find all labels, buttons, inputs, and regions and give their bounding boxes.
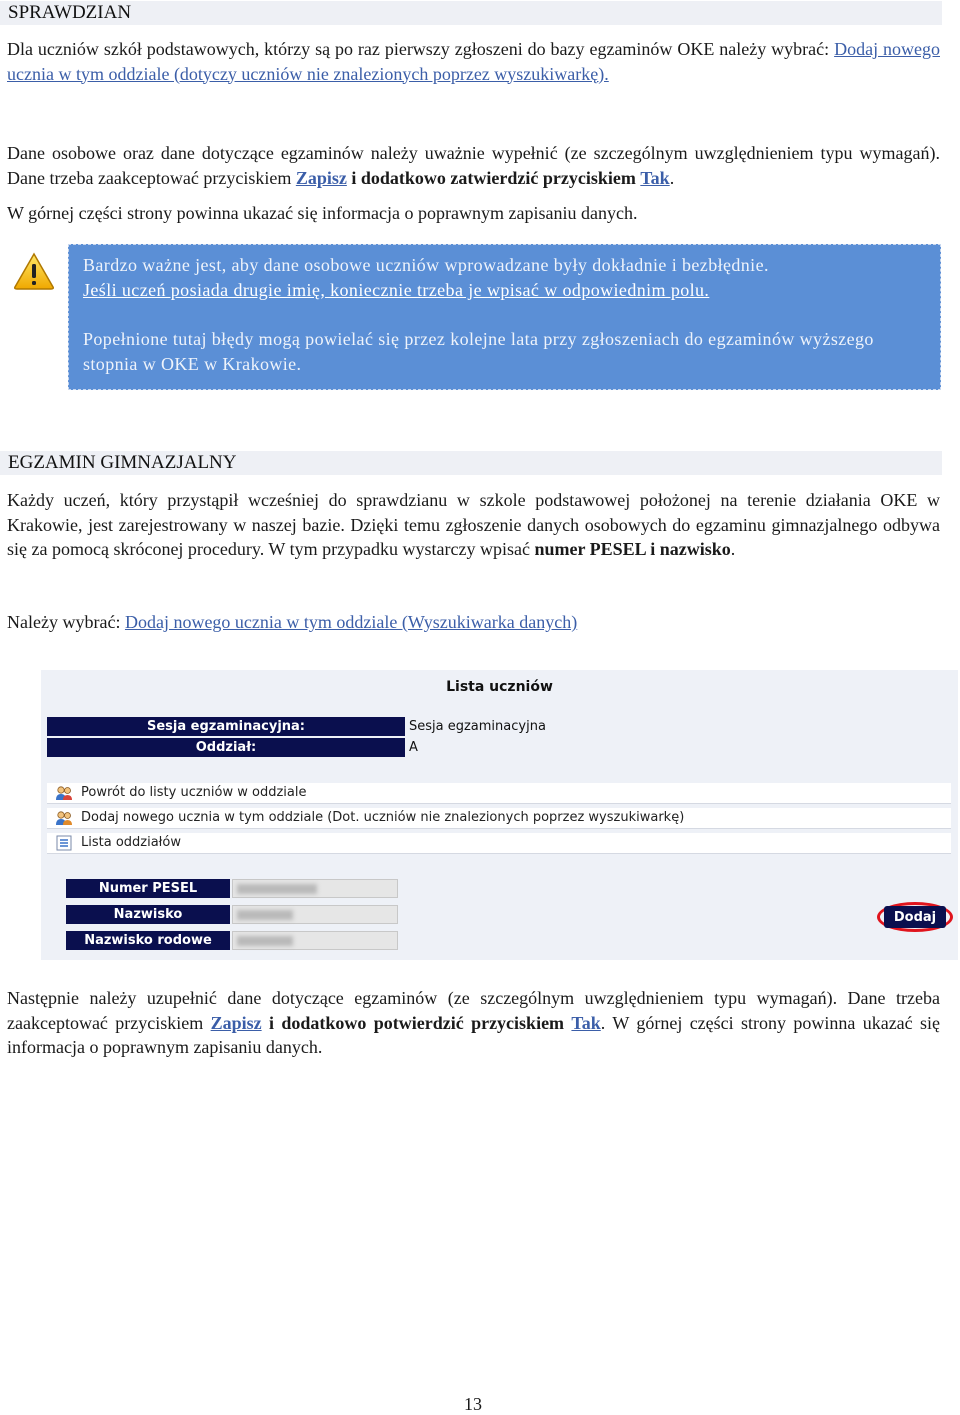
- session-value: Sesja egzaminacyjna: [409, 719, 546, 734]
- warning-text: [83, 253, 926, 303]
- paragraph-punct: .: [669, 167, 675, 188]
- list-icon: [55, 835, 73, 851]
- menu-item-label: Dodaj nowego ucznia w tym oddziale (Dot. uczniów nie znalezionych poprzez wyszukiwarkę): [81, 810, 685, 825]
- page-number: 13: [464, 1394, 482, 1414]
- student-list-title: Lista uczniów: [446, 679, 553, 695]
- users-icon: [55, 785, 73, 801]
- add-student-search-link[interactable]: Dodaj nowego ucznia w tym oddziale (Wyszukiwarka danych): [124, 612, 578, 632]
- users-add-icon: [55, 810, 73, 826]
- paragraph-new-student: [7, 37, 940, 86]
- warning-paragraph: Popełnione tutaj błędy mogą powielać się przez kolejne lata przy zgłoszeniach do egzaminów wyższego stopnia w OKE w Krakowie.: [83, 329, 874, 374]
- paragraph-text: . W górnej części strony powinna ukazać się informacja o poprawnym zapisaniu danych.: [7, 1012, 941, 1057]
- pesel-input[interactable]: [232, 879, 398, 898]
- add-button[interactable]: Dodaj: [884, 906, 946, 928]
- surname-input[interactable]: [232, 905, 398, 924]
- zapisz-link[interactable]: Zapisz: [295, 167, 347, 188]
- warning-line: Bardzo ważne jest, aby dane osobowe uczniów wprowadzane były dokładnie i bezbłędnie.: [83, 255, 769, 275]
- paragraph-text: Dla uczniów szkół podstawowych, którzy są po raz pierwszy zgłoszeni do bazy egzaminów OKE należy wybrać:: [7, 39, 830, 59]
- add-new-student-link[interactable]: Dodaj nowego ucznia w tym oddziale (dotyczy uczniów nie znalezionych poprzez wyszukiwarkę).: [7, 39, 940, 84]
- warning-box: [68, 244, 941, 390]
- maiden-name-label: Nazwisko rodowe: [66, 931, 230, 950]
- section-header-gimnazjalny: EGZAMIN GIMNAZJALNY: [0, 451, 942, 475]
- menu-item-back[interactable]: [47, 783, 951, 804]
- redacted-value: [237, 936, 293, 946]
- student-list-screenshot: [41, 670, 958, 960]
- surname-label: Nazwisko: [66, 905, 230, 924]
- redacted-value: [237, 884, 317, 894]
- paragraph-text: Dane osobowe oraz dane dotyczące egzaminów należy uważnie wypełnić (ze szczególnym uwzględnieniem typu wymagań). Dane trzeba zaakceptować przyciskiem: [7, 143, 940, 188]
- tak-link[interactable]: Tak: [640, 167, 670, 188]
- pesel-label: Numer PESEL: [66, 879, 230, 898]
- redacted-value: [237, 910, 293, 920]
- paragraph-choose: [7, 610, 940, 635]
- zapisz-link[interactable]: Zapisz: [210, 1012, 262, 1033]
- paragraph-bold-text: numer PESEL i nazwisko: [534, 539, 731, 559]
- session-label: Sesja egzaminacyjna:: [47, 717, 405, 736]
- maiden-name-input[interactable]: [232, 931, 398, 950]
- menu-item-add-student[interactable]: [47, 808, 951, 829]
- menu-item-class-list[interactable]: [47, 833, 951, 854]
- menu-item-label: Powrót do listy uczniów w oddziale: [81, 785, 307, 800]
- class-value: A: [409, 740, 418, 755]
- warning-line-emphasis: Jeśli uczeń posiada drugie imię, koniecznie trzeba je wpisać w odpowiednim polu.: [83, 280, 710, 300]
- paragraph-confirmation: W górnej części strony powinna ukazać się informacja o poprawnym zapisaniu danych.: [7, 203, 638, 223]
- paragraph-punct: .: [730, 539, 736, 559]
- section-header-sprawdzian: SPRAWDZIAN: [0, 1, 942, 25]
- paragraph-fill-data: [7, 141, 940, 190]
- paragraph-text: Należy wybrać:: [7, 612, 121, 632]
- tak-link[interactable]: Tak: [571, 1012, 601, 1033]
- warning-icon: [13, 252, 55, 290]
- class-label: Oddział:: [47, 738, 405, 757]
- paragraph-bold-text: i dodatkowo zatwierdzić przyciskiem: [351, 167, 636, 188]
- paragraph-next-steps: [7, 986, 940, 1060]
- paragraph-text: Następnie należy uzupełnić dane dotyczące egzaminów (ze szczególnym uwzględnieniem typu wymagań). Dane trzeba zaakceptować przyciskiem: [7, 988, 940, 1033]
- paragraph-bold-text: i dodatkowo potwierdzić przyciskiem: [269, 1012, 565, 1033]
- paragraph-text: Każdy uczeń, który przystąpił wcześniej do sprawdzianu w szkole podstawowej położonej na terenie działania OKE w Krakowie, jest zarejestrowany w naszej bazie. Dzięki temu zgłoszenie danych osobowych do egzaminu gimnazjalnego odbywa się za pomocą skróconej procedury. W tym przypadku wystarczy wpisać: [7, 490, 940, 559]
- paragraph-registered-student: [7, 488, 940, 562]
- menu-item-label: Lista oddziałów: [81, 835, 181, 850]
